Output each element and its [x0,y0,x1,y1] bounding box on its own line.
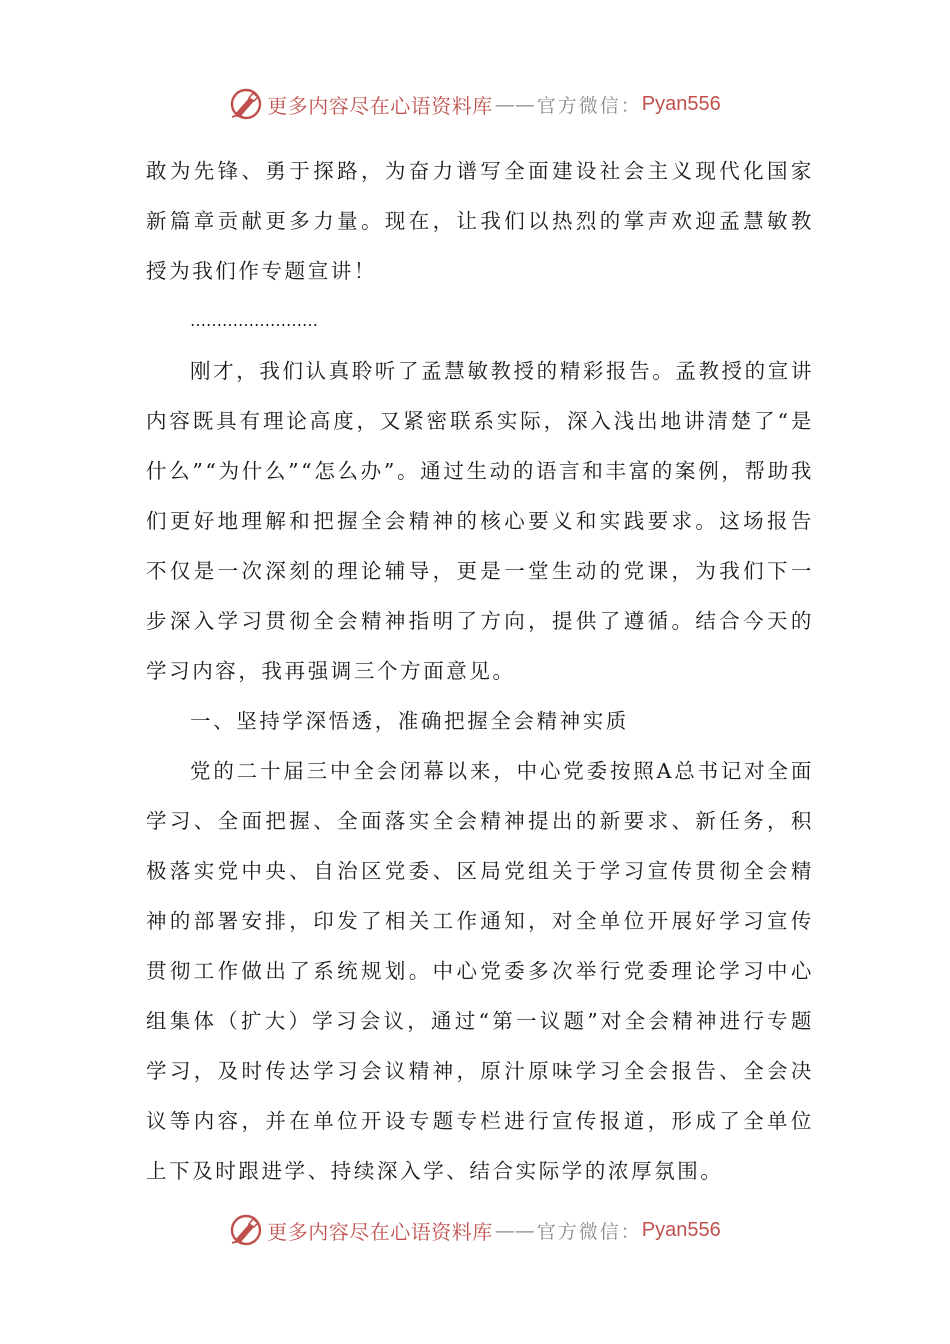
paragraph-continuation: 敢为先锋、勇于探路，为奋力谱写全面建设社会主义现代化国家新篇章贡献更多力量。现在，让我们以热烈的掌声欢迎孟慧敏教授为我们作专题宣讲！ [146,159,814,283]
header-dash: —— [494,92,535,116]
section-heading-1: 一、坚持学深悟透，准确把握全会精神实质 [190,709,629,733]
paragraph-section-1: 党的二十届三中全会闭幕以来，中心党委按照A总书记对全面学习、全面把握、全面落实全会精神提出的新要求、新任务，积极落实党中央、自治区党委、区局党组关于学习宣传贯彻全会精神的部署安排，印发了相关工作通知，对全单位开展好学习宣传贯彻工作做出了系统规划。中心党委多次举行党委理论学习中心组集体（扩大）学习会议，通过“第一议题”对全会精神进行专题学习，及时传达学习会议精神，原汁原味学习全会报告、全会决议等内容，并在单位开设专题专栏进行宣传报道，形成了全单位上下及时跟进学、持续深入学、结合实际学的浓厚氛围。 [146,759,814,1183]
footer-brand-text: 更多内容尽在心语资料库 [267,1219,493,1244]
header-brand-text: 更多内容尽在心语资料库 [267,93,493,118]
header-wechat-id: Pyan556 [641,92,721,115]
footer-wechat-label: 官方微信： [536,1220,642,1243]
header-watermark [0,84,950,124]
document-body [146,146,814,1196]
paragraph-summary: 刚才，我们认真聆听了孟慧敏教授的精彩报告。孟教授的宣讲内容既具有理论高度，又紧密联系实际，深入浅出地讲清楚了“是什么”“为什么”“怎么办”。通过生动的语言和丰富的案例，帮助我们更好地理解和把握全会精神的核心要义和实践要求。这场报告不仅是一次深刻的理论辅导，更是一堂生动的党课，为我们下一步深入学习贯彻全会精神指明了方向，提供了遵循。结合今天的学习内容，我再强调三个方面意见。 [146,359,814,683]
pen-nib-logo-icon [229,1213,263,1247]
pen-nib-logo-icon [229,87,263,121]
footer-dash: —— [494,1218,535,1242]
ellipsis-separator: …………………… [190,311,318,330]
footer-watermark [0,1210,950,1250]
header-wechat-label: 官方微信： [536,94,642,117]
footer-wechat-id: Pyan556 [641,1218,721,1241]
